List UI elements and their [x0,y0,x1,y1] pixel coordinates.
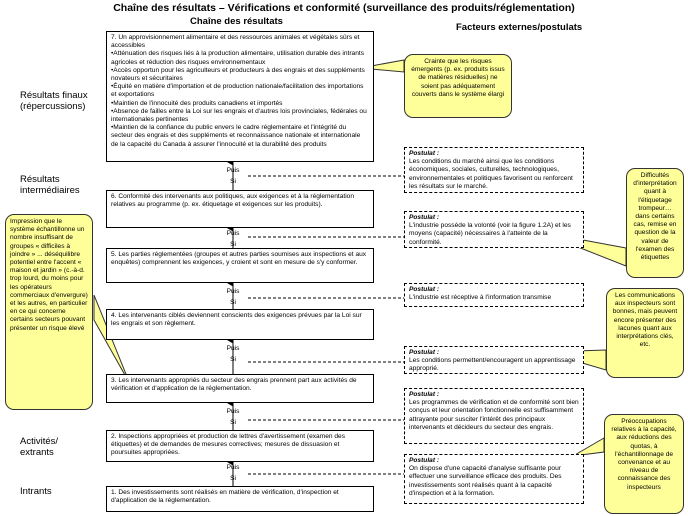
connector-1-2 [222,462,244,484]
postulate-text: L'industrie est réceptive à l'information transmise [409,294,552,302]
chain-box-1: 1. Des investissements sont réalisés en matière de vérification, d'inspection et d'application de la réglementation. [106,486,374,512]
chain-box-2: 2. Inspections appropriées et production de lettres d'avertissement (examen des étiquettes) et de demandes de mesures correctives; mesures de dissuasion et poursuites appropriées. [106,430,374,462]
level-activities-line2: extrants [20,447,54,458]
chain-box-5: 5. Les parties réglementées (groupes et autres parties soumises aux inspections et aux enquêtes) comprennent les exigences, y croient et sont en mesure de s'y conformer. [106,248,374,283]
si-label: Si [230,241,236,248]
puis-label: Puis [226,345,240,352]
connector-5-6 [222,228,244,250]
chain-box-7 [106,31,374,162]
puis-label: Puis [226,230,240,237]
level-final-line1: Résultats finaux [20,90,88,101]
box7-bullet: •Maintien de la confiance du public envers le cadre réglementaire et l'intégrité du secteur des engrais et des suppléments et reconnaissance nationale et internationale de la capacité du Canada à assurer l'innocuité et la durabilité des produits [111,124,361,148]
level-intermediate-line2: intermédiaires [20,185,80,196]
postulate-box-5 [404,211,584,248]
postulate-box-3 [404,346,584,374]
puis-label: Puis [226,288,240,295]
chain-box-3: 3. Les intervenants appropriés du secteur des engrais prennent part aux activités de vérification et d'application de la réglementation. [106,374,374,403]
postulate-label: Postulat : [409,349,440,356]
connector-3-4 [222,343,244,365]
postulate-label: Postulat : [409,150,440,157]
callout-label-interpretation: Difficultés d'interprétation quant à l'étiquetage trompeur… dans certains cas, remise en question de la valeur de l'examen des étiquettes [626,168,684,278]
box7-bullet: •Accès opportun pour les agriculteurs et producteurs à des engrais et des suppléments novateurs et sécuritaires [111,66,365,83]
si-label: Si [230,356,236,363]
chain-column-header: Chaîne des résultats [190,16,283,27]
page-title: Chaîne des résultats – Vérifications et conformité (surveillance des produits/réglementation) [113,2,575,14]
level-inputs: Intrants [20,486,52,497]
postulate-text: Les programmes de vérification et de conformité sont bien conçus et leur orientation fonctionnelle est suffisamment attrayante pour susciter l'intérêt des principaux intervenants et décideurs du secteur des engrais. [409,399,579,431]
postulate-label: Postulat : [409,391,440,398]
si-label: Si [230,419,236,426]
callout-emerging-risks: Crainte que les risques émergents (p. ex. produits issus de matières résiduelles) ne soient pas adéquatement couverts dans le système élargi [404,54,512,118]
box7-bullet: •Équité en matière d'importation et de production nationale/facilitation des importations et exportations [111,83,364,99]
postulate-box-6 [404,147,584,193]
level-final-line2: (répercussions) [20,101,86,112]
callout-communications: Les communications aux inspecteurs sont bonnes, mais peuvent encore présenter des lacunes quant aux interprétations clés, etc. [606,288,684,378]
postulate-box-2 [404,388,584,444]
box7-bullet: •Absence de failles entre la Loi sur les engrais et d'autres lois provinciales, fédérales ou internationales pertinentes [111,107,367,124]
postulate-label: Postulat : [409,457,440,464]
postulate-text: Les conditions du marché ainsi que les conditions économiques, sociales, culturelles, technologiques, environnementales et politiques favorisent ou renforcent les résultats sur le marché. [409,158,573,190]
connector-2-3 [222,406,244,428]
puis-label: Puis [226,464,240,471]
postulate-box-1 [404,454,584,504]
connector-6-7 [222,165,244,187]
postulate-text: On dispose d'une capacité d'analyse suffisante pour effectuer une surveillance efficace des produits. Des investissements sont réalisés quant à la capacité d'inspection et à la formation. [409,465,562,497]
si-label: Si [230,475,236,482]
si-label: Si [230,299,236,306]
postulate-label: Postulat : [409,214,440,221]
level-activities-line1: Activités/ [20,436,59,447]
factors-column-header: Facteurs externes/postulats [456,22,583,33]
connector-4-5 [222,286,244,308]
level-intermediate-line1: Résultats [20,174,60,185]
box7-heading: 7. Un approvisionnement alimentaire et des ressources animales et végétales sûrs et accessibles [111,34,360,50]
postulate-text: Les conditions permettent/encouragent un apprentissage approprié. [409,357,576,373]
si-label: Si [230,178,236,185]
postulate-box-4 [404,283,584,307]
postulate-text: L'industrie possède la volonté (voir la figure 1.2A) et les moyens (capacité) nécessaires à l'atteinte de la conformité. [409,222,571,246]
puis-label: Puis [226,167,240,174]
callout-capacity: Préoccupations relatives à la capacité, aux réductions des quotas, à l'échantillonnage de convenance et au niveau de connaissance des inspecteurs [604,414,684,514]
callout-sampling: Impression que le système échantillonne un nombre insuffisant de groupes « difficiles à joindre » ... déséquilibre potentiel entre l'accent « maison et jardin » (c.-à-d. trop lourd, du moins pour les opérateurs commerciaux d'envergure) et les autres, en particulier en ce qui concerne certains secteurs pouvant présenter un risque élevé [5,214,93,410]
postulate-label: Postulat : [409,286,440,293]
chain-box-6: 6. Conformité des intervenants aux politiques, aux exigences et à la réglementation relatives au programme (p. ex. étiquetage et exigences sur les produits). [106,190,374,228]
puis-label: Puis [226,408,240,415]
box7-bullet: •Maintien de l'innocuité des produits canadiens et importés [111,99,283,107]
chain-box-4: 4. Les intervenants ciblés deviennent conscients des exigences prévues par la Loi sur les engrais et son règlement. [106,309,374,340]
box7-bullet: •Atténuation des risques liés à la production alimentaire, utilisation durable des intrants agricoles et réduction des risques environnementaux [111,50,365,66]
